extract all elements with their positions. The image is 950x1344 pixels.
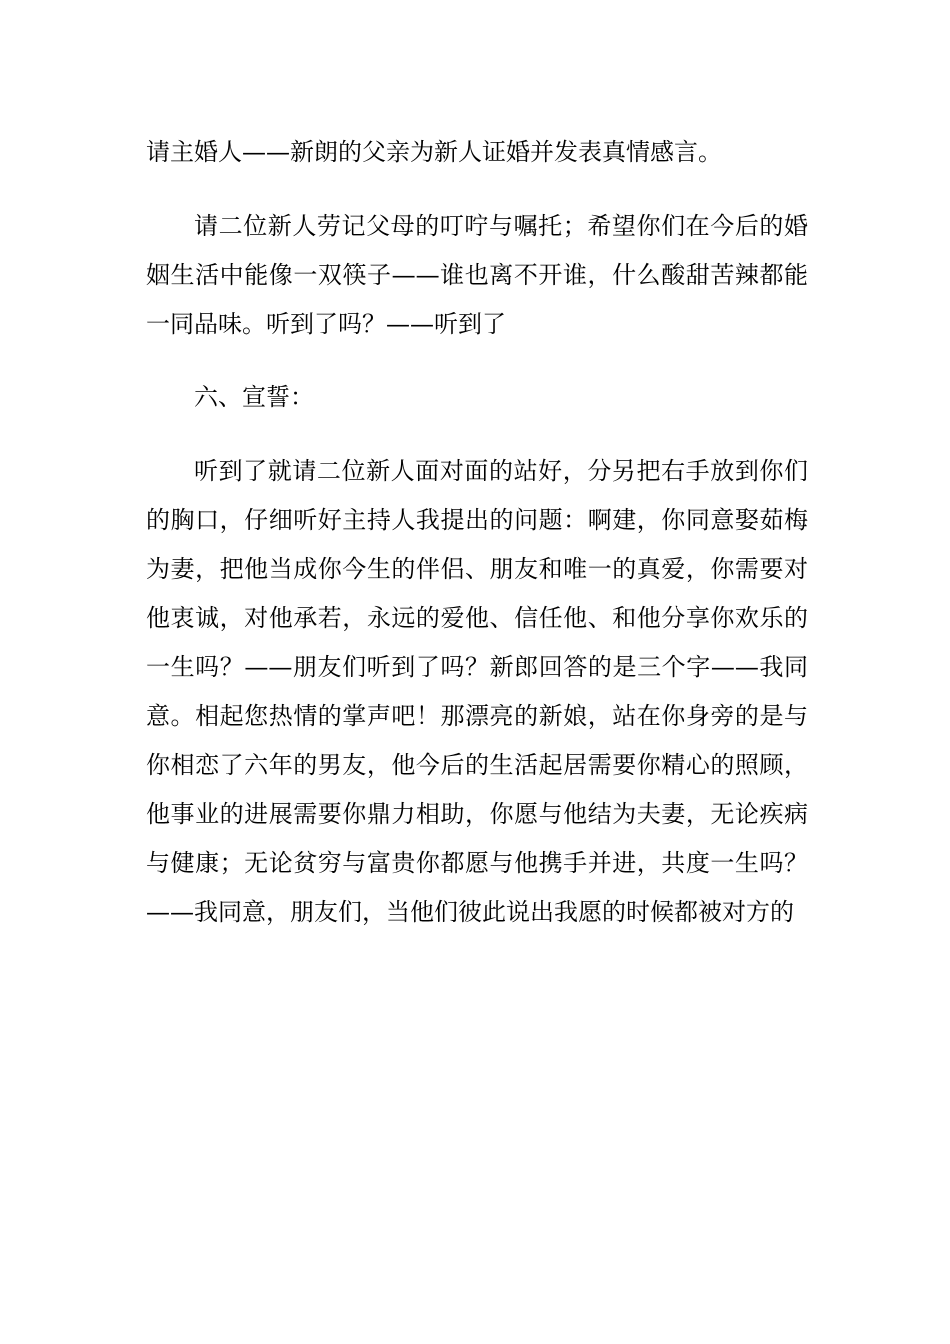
document-body — [146, 128, 808, 961]
paragraph-parents-advice: 请二位新人劳记父母的叮咛与嘱托；希望你们在今后的婚姻生活中能像一双筷子——谁也离不开谁，什么酸甜苦辣都能一同品味。听到了吗？——听到了 — [146, 211, 808, 338]
paragraph-vows: 听到了就请二位新人面对面的站好，分另把右手放到你们的胸口，仔细听好主持人我提出的问题：啊建，你同意娶茹梅为妻，把他当成你今生的伴侣、朋友和唯一的真爱，你需要对他衷诚，对他承若，永远的爱他、信任他、和他分享你欢乐的一生吗？——朋友们听到了吗？新郎回答的是三个字——我同意。相起您热情的掌声吧！那漂亮的新娘，站在你身旁的是与你相恋了六年的男友，他今后的生活起居需要你精心的照顾，他事业的进展需要你鼎力相助，你愿与他结为夫妻，无论疾病与健康；无论贫穷与富贵你都愿与他携手并进，共度一生吗？——我同意，朋友们，当他们彼此说出我愿的时候都被对方的 — [146, 456, 808, 926]
paragraph-officiant: 请主婚人——新朗的父亲为新人证婚并发表真情感言。 — [146, 138, 722, 166]
section-heading-vows: 六、宣誓： — [194, 383, 314, 411]
